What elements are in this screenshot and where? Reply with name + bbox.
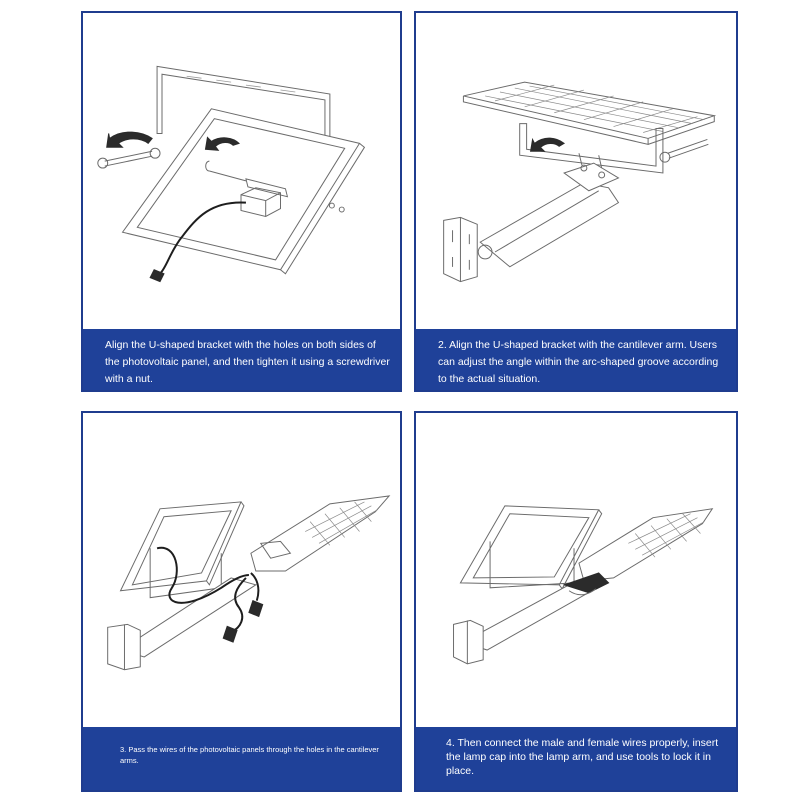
- step-3-illustration: [83, 413, 400, 731]
- step-4-panel: [414, 411, 738, 792]
- step-2-illustration: [416, 13, 736, 331]
- step-1-illustration: [83, 13, 400, 331]
- step-2-panel: [414, 11, 738, 392]
- step-4-illustration: [416, 413, 736, 731]
- step-1-caption: Align the U-shaped bracket with the holes on both sides of the photovoltaic panel, and then tighten it using a screwdriver with a nut.: [83, 329, 400, 390]
- step-4-caption: 4. Then connect the male and female wires properly, insert the lamp cap into the lamp arm, and use tools to lock it in place.: [416, 727, 736, 790]
- step-3-panel: [81, 411, 402, 792]
- step-3-caption: 3. Pass the wires of the photovoltaic panels through the holes in the cantilever arms.: [83, 727, 400, 790]
- step-2-caption: 2. Align the U-shaped bracket with the cantilever arm. Users can adjust the angle within the arc-shaped groove according to the actual situation.: [416, 329, 736, 390]
- step-1-panel: [81, 11, 402, 392]
